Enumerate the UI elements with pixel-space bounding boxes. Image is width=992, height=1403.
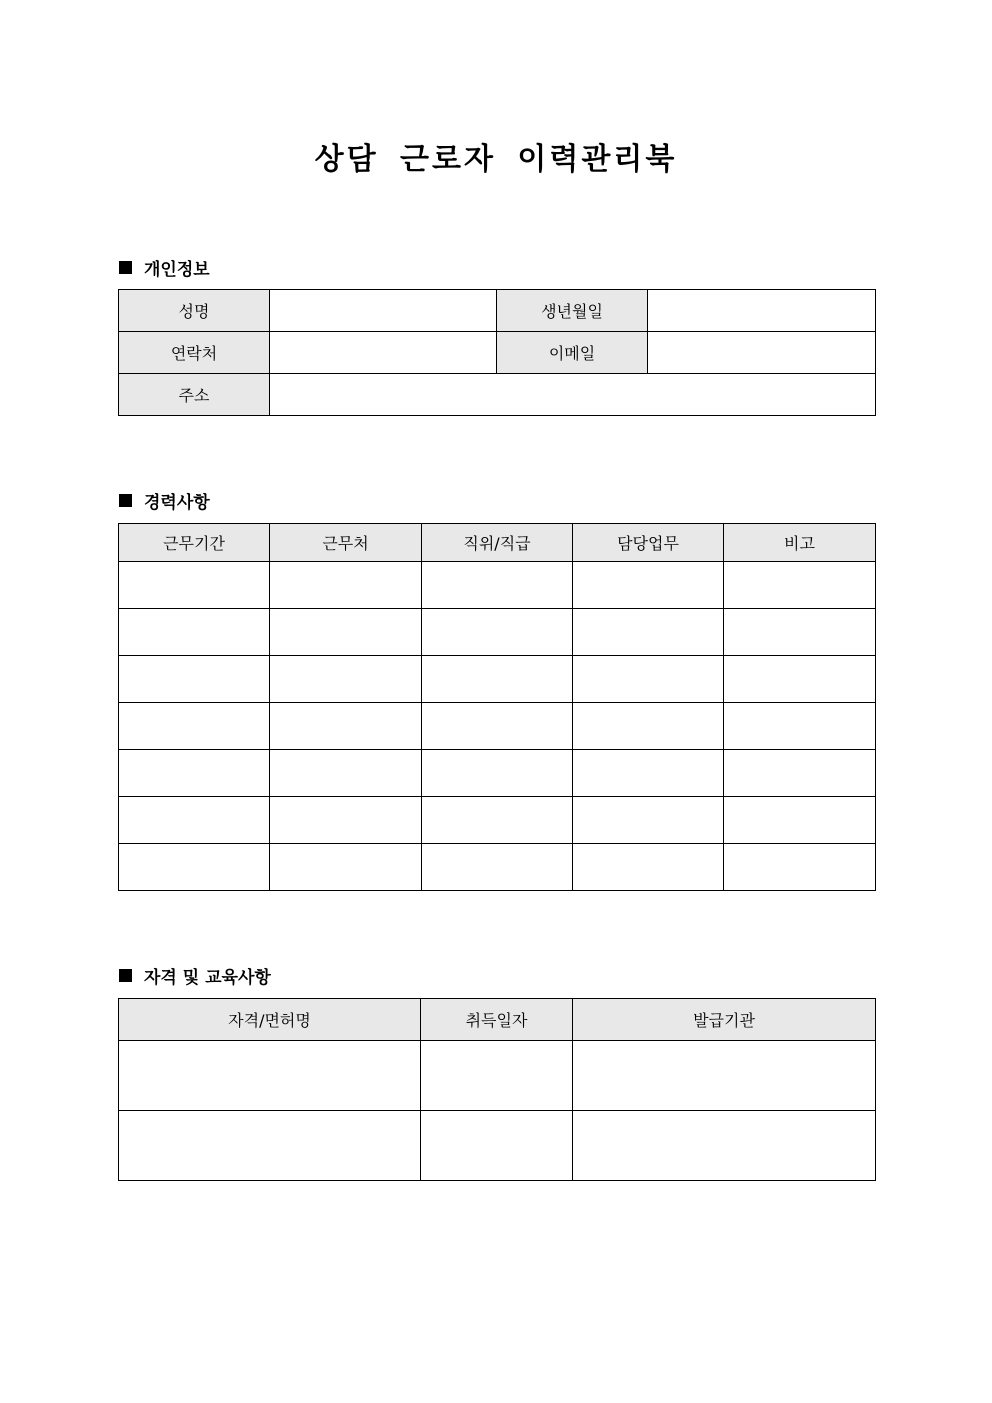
table-cell[interactable] [270,844,422,891]
license-heading-label: 자격 및 교육사항 [144,968,271,988]
square-bullet-icon [119,494,132,507]
column-header: 발급기관 [573,999,876,1041]
phone-field[interactable] [270,332,497,374]
table-row [119,750,876,797]
table-cell[interactable] [119,1111,421,1181]
address-field[interactable] [270,374,876,416]
table-cell[interactable] [422,609,573,656]
birth-field[interactable] [648,290,876,332]
table-cell[interactable] [270,656,422,703]
table-cell[interactable] [422,750,573,797]
table-cell[interactable] [421,1111,573,1181]
career-heading-label: 경력사항 [144,493,210,513]
table-cell[interactable] [724,844,876,891]
table-header-row [119,999,876,1041]
table-row [119,562,876,609]
birth-label: 생년월일 [497,290,648,332]
table-cell[interactable] [573,703,724,750]
table-cell[interactable] [270,750,422,797]
table-cell[interactable] [724,703,876,750]
table-cell[interactable] [724,750,876,797]
table-row [119,609,876,656]
table-row [119,374,876,416]
table-row [119,844,876,891]
table-cell[interactable] [270,562,422,609]
name-label: 성명 [119,290,270,332]
document-title: 상담 근로자 이력관리북 [314,142,678,177]
table-cell[interactable] [724,656,876,703]
career-section-heading [119,488,210,513]
phone-label: 연락처 [119,332,270,374]
personal-heading-label: 개인정보 [144,260,210,280]
table-cell[interactable] [119,703,270,750]
email-label: 이메일 [497,332,648,374]
table-cell[interactable] [119,1041,421,1111]
table-row [119,797,876,844]
column-header: 근무처 [270,524,422,562]
table-cell[interactable] [422,703,573,750]
table-cell[interactable] [270,609,422,656]
table-cell[interactable] [573,750,724,797]
table-cell[interactable] [422,797,573,844]
table-cell[interactable] [724,797,876,844]
table-cell[interactable] [119,750,270,797]
table-row [119,1111,876,1181]
table-row [119,290,876,332]
column-header: 비고 [724,524,876,562]
table-cell[interactable] [422,656,573,703]
table-cell[interactable] [573,562,724,609]
table-row [119,703,876,750]
table-cell[interactable] [270,703,422,750]
table-cell[interactable] [573,656,724,703]
table-cell[interactable] [573,797,724,844]
table-cell[interactable] [573,1111,876,1181]
table-cell[interactable] [422,844,573,891]
personal-section-heading [119,255,210,280]
square-bullet-icon [119,261,132,274]
table-cell[interactable] [119,609,270,656]
column-header: 담당업무 [573,524,724,562]
column-header: 취득일자 [421,999,573,1041]
license-section-heading [119,963,271,988]
table-cell[interactable] [119,844,270,891]
table-cell[interactable] [724,562,876,609]
name-field[interactable] [270,290,497,332]
table-row [119,332,876,374]
career-table [118,523,876,891]
table-cell[interactable] [422,562,573,609]
table-cell[interactable] [119,797,270,844]
table-cell[interactable] [724,609,876,656]
column-header: 자격/면허명 [119,999,421,1041]
table-row [119,1041,876,1111]
address-label: 주소 [119,374,270,416]
table-header-row [119,524,876,562]
table-cell[interactable] [573,609,724,656]
table-cell[interactable] [119,562,270,609]
table-row [119,656,876,703]
table-cell[interactable] [573,844,724,891]
email-field[interactable] [648,332,876,374]
column-header: 직위/직급 [422,524,573,562]
license-table [118,998,876,1181]
personal-info-table [118,289,876,416]
column-header: 근무기간 [119,524,270,562]
square-bullet-icon [119,969,132,982]
table-cell[interactable] [573,1041,876,1111]
table-cell[interactable] [270,797,422,844]
table-cell[interactable] [119,656,270,703]
table-cell[interactable] [421,1041,573,1111]
